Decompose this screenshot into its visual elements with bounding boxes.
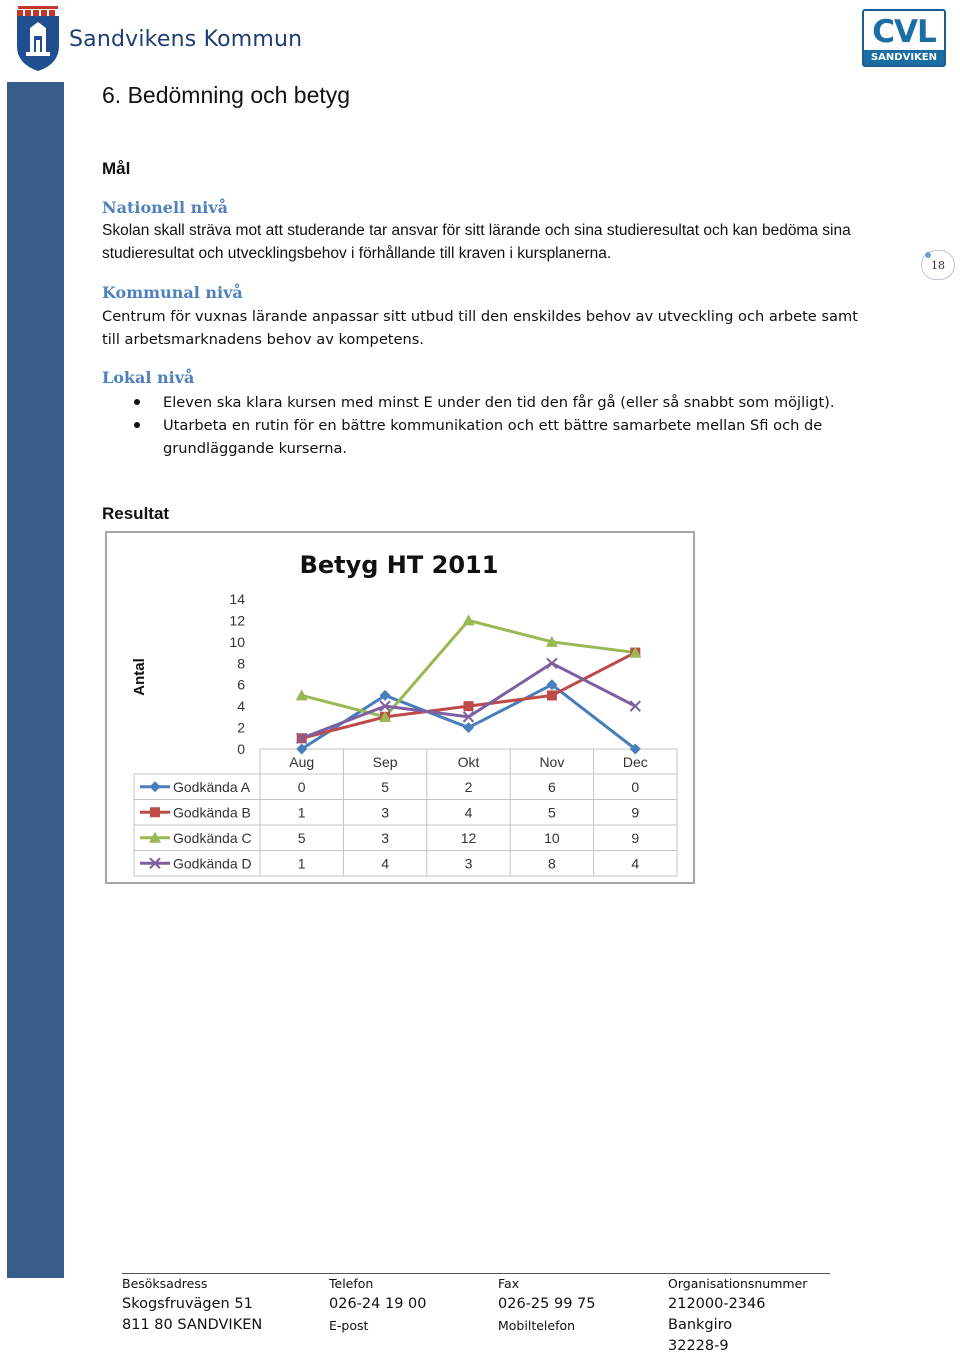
footer-label: Mobiltelefon — [498, 1318, 576, 1333]
table-value-cell: 9 — [631, 804, 640, 821]
table-value-cell: 3 — [381, 829, 389, 846]
y-tick-label: 6 — [237, 676, 245, 693]
crest-icon — [13, 6, 63, 72]
table-value-cell: 0 — [297, 778, 306, 795]
cvl-logo — [862, 9, 946, 67]
table-value-cell: 3 — [464, 855, 473, 872]
grades-chart — [105, 531, 695, 884]
cvl-logo-subtext: SANDVIKEN — [864, 50, 944, 65]
table-value-cell: 5 — [381, 778, 389, 795]
municipality-name: Sandvikens Kommun — [69, 26, 303, 52]
section-title: 6. Bedömning och betyg — [102, 82, 351, 108]
municipal-level-heading: Kommunal nivå — [102, 283, 243, 302]
legend-series-name: Godkända D — [173, 855, 252, 872]
municipality-logo — [13, 4, 302, 74]
page-badge-dot — [925, 252, 931, 258]
table-value-cell: 8 — [548, 855, 556, 872]
y-tick-label: 8 — [237, 655, 245, 672]
table-value-cell: 3 — [381, 804, 389, 821]
legend-key-marker — [150, 807, 160, 817]
table-value-cell: 1 — [297, 855, 306, 872]
page-number: 18 — [931, 259, 945, 272]
legend-series-name: Godkända A — [173, 778, 251, 795]
y-tick-label: 2 — [237, 719, 245, 736]
y-tick-label: 0 — [237, 741, 245, 757]
y-tick-label: 12 — [229, 612, 245, 629]
results-heading: Resultat — [102, 504, 170, 523]
page-number-badge — [921, 250, 955, 280]
footer-label: Besöksadress — [122, 1276, 208, 1291]
table-value-cell: 4 — [381, 855, 389, 872]
footer-phone — [329, 1274, 426, 1336]
table-value-cell: 0 — [631, 778, 640, 795]
footer-fax — [498, 1274, 595, 1336]
data-point — [547, 658, 557, 668]
table-value-cell: 12 — [460, 829, 477, 846]
footer-label: Fax — [498, 1276, 520, 1291]
x-category-label: Sep — [372, 754, 398, 770]
legend-series-name: Godkända C — [173, 829, 252, 846]
table-value-cell: 5 — [548, 804, 556, 821]
grades-chart-svg — [107, 533, 693, 882]
y-tick-label: 10 — [229, 633, 245, 650]
list-item: Eleven ska klara kursen med minst E under den tid den får gå (eller så snabbt som möjligt). — [102, 391, 892, 414]
y-tick-label: 4 — [237, 698, 245, 715]
table-value-cell: 4 — [631, 855, 640, 872]
x-category-label: Nov — [539, 754, 565, 770]
footer-city: 811 80 SANDVIKEN — [122, 1317, 263, 1333]
municipal-level-text: Centrum för vuxnas lärande anpassar sitt utbud till den enskildes behov av utveckling och arbete samt till arbetsmarknadens behov av kompetens. — [102, 308, 858, 348]
chart-y-axis-label: Antal — [131, 658, 148, 696]
x-category-label: Okt — [457, 754, 480, 770]
x-category-label: Dec — [622, 754, 648, 770]
footer-org-number: 212000-2346 — [668, 1296, 766, 1312]
data-point — [630, 701, 640, 711]
national-level-heading: Nationell nivå — [102, 198, 229, 217]
table-value-cell: 6 — [548, 778, 556, 795]
chart-series-markers — [296, 614, 642, 754]
footer-label: Telefon — [329, 1276, 374, 1291]
table-value-cell: 1 — [297, 804, 306, 821]
local-level-list — [102, 391, 892, 460]
data-point — [463, 722, 474, 733]
table-value-cell: 9 — [631, 829, 640, 846]
table-value-cell: 10 — [544, 829, 560, 846]
table-value-cell: 2 — [464, 778, 473, 795]
table-value-cell: 4 — [464, 804, 473, 821]
list-item: Utarbeta en rutin för en bättre kommunikation och ett bättre samarbete mellan Sfi och de grundläggande kurserna. — [102, 414, 892, 460]
footer-label: Organisationsnummer — [668, 1276, 808, 1291]
national-level-text: Skolan skall sträva mot att studerande tar ansvar för sitt lärande och sina studieresultat och kan bedöma sina studieresultat och utvecklingsbehov i förhållande till kraven i kursplanerna. — [102, 222, 851, 262]
footer-phone-number: 026-24 19 00 — [329, 1296, 427, 1312]
chart-labels — [173, 591, 648, 871]
x-category-label: Aug — [289, 754, 315, 770]
footer-visiting-address — [122, 1274, 262, 1336]
footer-label: Bankgiro — [668, 1317, 733, 1333]
goals-heading: Mål — [102, 159, 131, 178]
y-tick-label: 14 — [229, 591, 245, 607]
local-level-heading: Lokal nivå — [102, 368, 195, 387]
left-color-bar — [7, 82, 64, 1278]
data-point — [463, 614, 475, 625]
footer-street: Skogsfruvägen 51 — [122, 1296, 253, 1312]
cvl-logo-text: CVL — [872, 14, 936, 50]
data-point — [547, 690, 557, 700]
legend-key-marker — [150, 781, 161, 792]
data-point — [464, 701, 474, 711]
footer-label: E-post — [329, 1318, 369, 1333]
footer-organisation — [668, 1274, 807, 1357]
footer-fax-number: 026-25 99 75 — [498, 1296, 596, 1312]
footer-bankgiro-number: 32228-9 — [668, 1338, 729, 1354]
chart-title: Betyg HT 2011 — [299, 551, 499, 579]
legend-series-name: Godkända B — [173, 804, 251, 821]
data-point — [296, 689, 308, 700]
table-value-cell: 5 — [297, 829, 306, 846]
